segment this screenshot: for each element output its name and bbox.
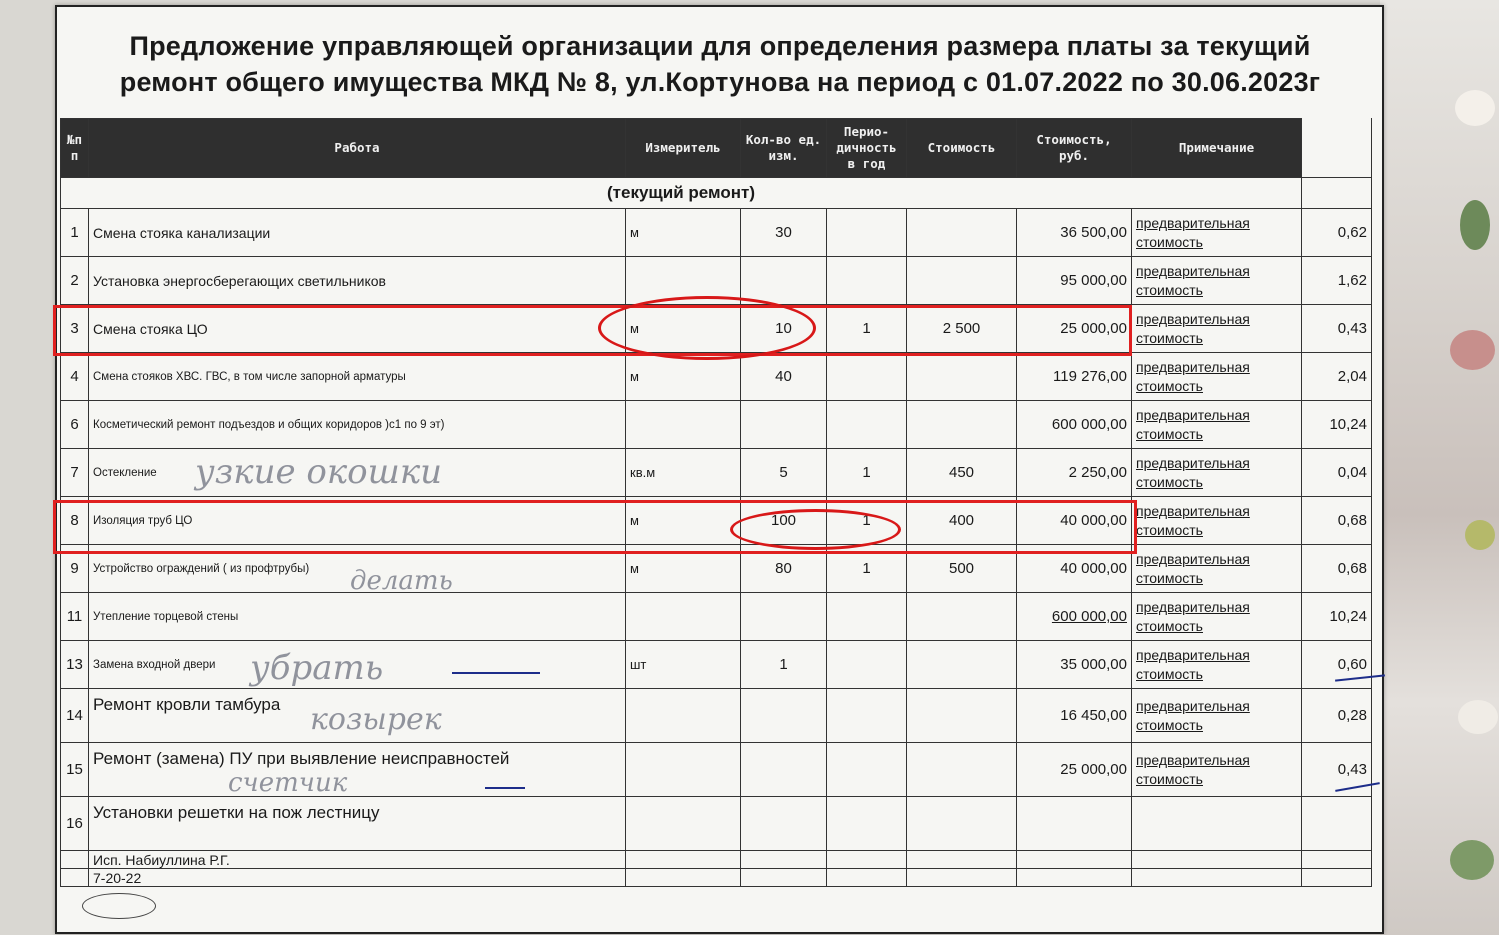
row-qty — [741, 401, 827, 449]
row-qty: 1 — [741, 641, 827, 689]
row-num: 15 — [61, 743, 89, 797]
row-cost: 600 000,00 — [1017, 593, 1132, 641]
section-title: (текущий ремонт) — [61, 178, 1302, 209]
title-line-1: Предложение управляющей организации для определения размера платы за текущий — [129, 31, 1311, 61]
executor-name: Исп. Набиуллина Р.Г. — [89, 851, 626, 869]
handwritten-note: козырек — [310, 702, 442, 737]
row-num: 16 — [61, 797, 89, 851]
flower-pattern — [1455, 90, 1495, 126]
row-num: 4 — [61, 353, 89, 401]
row-period — [827, 209, 907, 257]
row-qty: 40 — [741, 353, 827, 401]
section-row — [61, 178, 1372, 209]
row-period — [827, 257, 907, 305]
row-period — [827, 641, 907, 689]
header-period: Перио-дичность в год — [827, 119, 907, 178]
row-note: предварительная стоимость — [1132, 353, 1302, 401]
row-cost: 16 450,00 — [1017, 689, 1132, 743]
header-note: Примечание — [1132, 119, 1302, 178]
row-num: 8 — [61, 497, 89, 545]
row-share: 0,68 — [1302, 545, 1372, 593]
row-num: 11 — [61, 593, 89, 641]
row-note: предварительная стоимость — [1132, 743, 1302, 797]
row-price — [907, 353, 1017, 401]
row-period — [827, 401, 907, 449]
row-note: предварительная стоимость — [1132, 641, 1302, 689]
executor-phone: 7-20-22 — [89, 869, 626, 887]
row-unit: шт — [626, 641, 741, 689]
table-cell — [61, 851, 89, 869]
row-cost: 95 000,00 — [1017, 257, 1132, 305]
row-share: 0,04 — [1302, 449, 1372, 497]
row-share: 0,62 — [1302, 209, 1372, 257]
row-unit: м — [626, 545, 741, 593]
table-cell — [61, 869, 89, 887]
footer-row — [61, 869, 1372, 887]
flower-pattern — [1465, 520, 1495, 550]
table-cell — [1302, 869, 1372, 887]
header-num: №п п — [61, 119, 89, 178]
table-cell — [907, 851, 1017, 869]
row-qty: 10 — [741, 305, 827, 353]
row-share: 1,62 — [1302, 257, 1372, 305]
pencil-circle — [82, 893, 156, 919]
row-share: 0,60 — [1302, 641, 1372, 689]
table-row — [61, 401, 1372, 449]
footer-row — [61, 851, 1372, 869]
row-note: предварительная стоимость — [1132, 449, 1302, 497]
row-cost: 36 500,00 — [1017, 209, 1132, 257]
row-price: 450 — [907, 449, 1017, 497]
handwritten-note: счетчик — [228, 768, 348, 798]
row-note: предварительная стоимость — [1132, 593, 1302, 641]
row-qty — [741, 797, 827, 851]
row-price: 2 500 — [907, 305, 1017, 353]
row-work: Утепление торцевой стены — [89, 593, 626, 641]
row-work: Замена входной двери — [89, 641, 626, 689]
row-note: предварительная стоимость — [1132, 545, 1302, 593]
row-price — [907, 743, 1017, 797]
document-title — [60, 28, 1380, 100]
row-work: Косметический ремонт подъездов и общих коридоров )с1 по 9 эт) — [89, 401, 626, 449]
flower-pattern — [1450, 840, 1494, 880]
row-num: 13 — [61, 641, 89, 689]
header-cost: Стоимость, руб. — [1017, 119, 1132, 178]
header-price: Стоимость — [907, 119, 1017, 178]
row-price — [907, 797, 1017, 851]
table-row — [61, 209, 1372, 257]
table-cell — [827, 851, 907, 869]
header-qty: Кол-во ед. изм. — [741, 119, 827, 178]
row-qty — [741, 257, 827, 305]
background-fabric — [1380, 0, 1499, 935]
row-period — [827, 593, 907, 641]
row-unit: м — [626, 497, 741, 545]
row-share: 10,24 — [1302, 593, 1372, 641]
row-period — [827, 353, 907, 401]
row-note: предварительная стоимость — [1132, 257, 1302, 305]
row-share — [1302, 797, 1372, 851]
highlight-oval-unit-qty — [598, 296, 816, 360]
row-num: 14 — [61, 689, 89, 743]
row-unit: м — [626, 353, 741, 401]
ink-underline — [485, 787, 525, 789]
row-unit — [626, 743, 741, 797]
row-work: Установка энергосберегающих светильников — [89, 257, 626, 305]
row-num: 6 — [61, 401, 89, 449]
row-qty: 30 — [741, 209, 827, 257]
row-price — [907, 689, 1017, 743]
row-note: предварительная стоимость — [1132, 401, 1302, 449]
row-num: 2 — [61, 257, 89, 305]
row-price — [907, 209, 1017, 257]
row-cost: 35 000,00 — [1017, 641, 1132, 689]
row-period — [827, 797, 907, 851]
header-blank — [1302, 119, 1372, 178]
row-work: Остекление — [89, 449, 626, 497]
row-unit: кв.м — [626, 449, 741, 497]
row-price — [907, 593, 1017, 641]
row-period — [827, 743, 907, 797]
row-cost: 25 000,00 — [1017, 743, 1132, 797]
row-work: Смена стояка ЦО — [89, 305, 626, 353]
table-row — [61, 797, 1372, 851]
row-num: 9 — [61, 545, 89, 593]
handwritten-note: делать — [350, 566, 453, 596]
table-cell — [1302, 851, 1372, 869]
row-period: 1 — [827, 497, 907, 545]
row-price: 400 — [907, 497, 1017, 545]
title-line-2: ремонт общего имущества МКД № 8, ул.Кортунова на период с 01.07.2022 по 30.06.2023г — [119, 67, 1321, 97]
row-note: предварительная стоимость — [1132, 497, 1302, 545]
row-cost: 40 000,00 — [1017, 497, 1132, 545]
flower-pattern — [1450, 330, 1495, 370]
row-note — [1132, 797, 1302, 851]
row-share: 2,04 — [1302, 353, 1372, 401]
flower-pattern — [1460, 200, 1490, 250]
highlight-row-3 — [53, 305, 1132, 356]
flower-pattern — [1458, 700, 1498, 734]
row-qty — [741, 689, 827, 743]
row-price — [907, 257, 1017, 305]
row-unit — [626, 797, 741, 851]
row-period: 1 — [827, 545, 907, 593]
table-cell — [1302, 178, 1372, 209]
row-unit — [626, 689, 741, 743]
row-num: 1 — [61, 209, 89, 257]
row-unit: м — [626, 209, 741, 257]
table-row — [61, 689, 1372, 743]
row-qty — [741, 593, 827, 641]
row-share: 0,28 — [1302, 689, 1372, 743]
row-note: предварительная стоимость — [1132, 689, 1302, 743]
row-cost: 40 000,00 — [1017, 545, 1132, 593]
row-unit — [626, 593, 741, 641]
row-qty: 5 — [741, 449, 827, 497]
row-share: 0,43 — [1302, 305, 1372, 353]
row-work: Смена стояков ХВС. ГВС, в том числе запорной арматуры — [89, 353, 626, 401]
row-cost: 2 250,00 — [1017, 449, 1132, 497]
table-row — [61, 593, 1372, 641]
row-period: 1 — [827, 449, 907, 497]
handwritten-note: узкие окошки — [195, 452, 443, 492]
row-cost — [1017, 797, 1132, 851]
row-work: Устройство ограждений ( из профтрубы) — [89, 545, 626, 593]
row-cost: 119 276,00 — [1017, 353, 1132, 401]
row-work: Ремонт (замена) ПУ при выявление неисправностей — [89, 743, 626, 797]
header-work: Работа — [89, 119, 626, 178]
row-work: Изоляция труб ЦО — [89, 497, 626, 545]
row-price — [907, 641, 1017, 689]
row-cost: 600 000,00 — [1017, 401, 1132, 449]
table-cell — [1132, 869, 1302, 887]
table-cell — [907, 869, 1017, 887]
handwritten-note: убрать — [250, 648, 384, 688]
row-qty: 80 — [741, 545, 827, 593]
row-share: 10,24 — [1302, 401, 1372, 449]
table-cell — [1017, 851, 1132, 869]
row-note: предварительная стоимость — [1132, 305, 1302, 353]
row-price: 500 — [907, 545, 1017, 593]
highlight-row-8 — [53, 500, 1137, 554]
table-cell — [1017, 869, 1132, 887]
row-qty: 100 — [741, 497, 827, 545]
table-cell — [626, 851, 741, 869]
row-unit — [626, 401, 741, 449]
row-share: 0,68 — [1302, 497, 1372, 545]
row-work: Установки решетки на пож лестницу — [89, 797, 626, 851]
row-work: Ремонт кровли тамбура — [89, 689, 626, 743]
header-unit: Измеритель — [626, 119, 741, 178]
table-cell — [1132, 851, 1302, 869]
table-cell — [626, 869, 741, 887]
row-period: 1 — [827, 305, 907, 353]
row-unit: м — [626, 305, 741, 353]
ink-arrow — [452, 672, 540, 674]
highlight-oval-qty-period — [730, 509, 901, 550]
row-work: Смена стояка канализации — [89, 209, 626, 257]
row-num: 7 — [61, 449, 89, 497]
row-price — [907, 401, 1017, 449]
table-cell — [827, 869, 907, 887]
table-cell — [741, 851, 827, 869]
table-header — [61, 119, 1372, 178]
row-num: 3 — [61, 305, 89, 353]
row-cost: 25 000,00 — [1017, 305, 1132, 353]
row-qty — [741, 743, 827, 797]
row-note: предварительная стоимость — [1132, 209, 1302, 257]
row-share: 0,43 — [1302, 743, 1372, 797]
row-period — [827, 689, 907, 743]
table-cell — [741, 869, 827, 887]
